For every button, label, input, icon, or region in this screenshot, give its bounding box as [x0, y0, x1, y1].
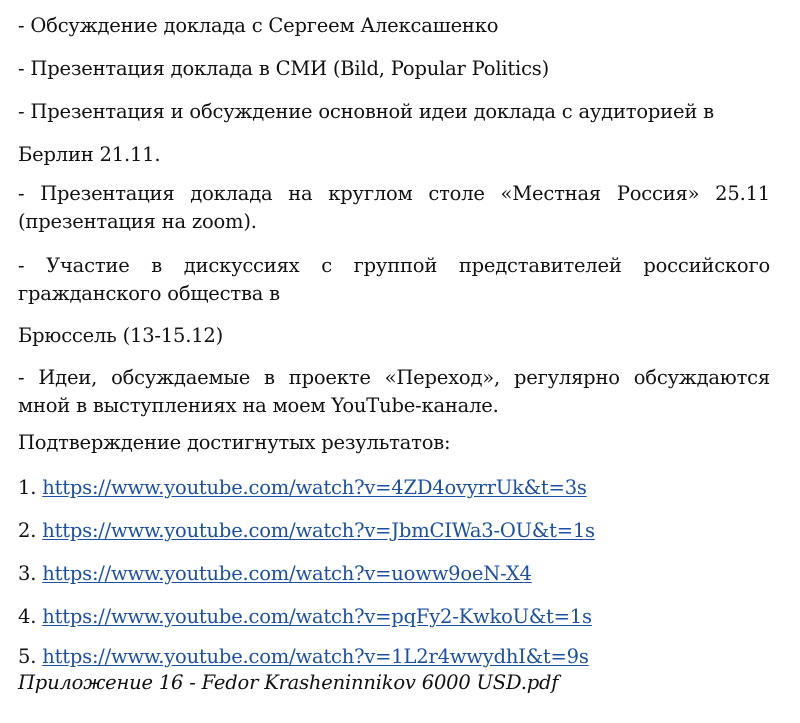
attachment-filename[interactable]: Приложение 16 - Fedor Krasheninnikov 6000 USD.pdf	[18, 671, 559, 694]
results-confirmation-heading: Подтверждение достигнутых результатов:	[18, 431, 451, 454]
youtube-link-2[interactable]: https://www.youtube.com/watch?v=JbmCIWa3-OU&t=1s	[42, 519, 595, 542]
link-list-item	[18, 517, 595, 545]
paragraph-berlin-date: Берлин 21.11.	[18, 143, 161, 166]
link-number: 2.	[18, 519, 37, 542]
paragraph-audience-presentation: - Презентация и обсуждение основной идеи доклада с аудиторией в	[18, 100, 714, 123]
paragraph-media-presentation: - Презентация доклада в СМИ (Bild, Popular Politics)	[18, 57, 550, 80]
youtube-link-4[interactable]: https://www.youtube.com/watch?v=pqFy2-KwkoU&t=1s	[42, 605, 592, 628]
paragraph-round-table: - Презентация доклада на круглом столе «Местная Россия» 25.11 (презентация на zoom).	[18, 182, 770, 233]
link-list-item	[18, 643, 589, 671]
link-list-item	[18, 474, 587, 502]
link-list-item	[18, 603, 592, 631]
paragraph-youtube-channel: - Идеи, обсуждаемые в проекте «Переход», регулярно обсуждаются мной в выступлениях на моем YouTube-канале.	[18, 366, 770, 417]
link-number: 4.	[18, 605, 37, 628]
youtube-link-1[interactable]: https://www.youtube.com/watch?v=4ZD4ovyrrUk&t=3s	[42, 476, 587, 499]
link-number: 1.	[18, 476, 37, 499]
youtube-link-3[interactable]: https://www.youtube.com/watch?v=uoww9oeN-X4	[42, 562, 532, 585]
youtube-link-5[interactable]: https://www.youtube.com/watch?v=1L2r4wwydhI&t=9s	[42, 645, 589, 668]
link-number: 3.	[18, 562, 37, 585]
link-number: 5.	[18, 645, 37, 668]
paragraph-brussels-date: Брюссель (13-15.12)	[18, 324, 224, 347]
paragraph-discussion-aleksashenko: - Обсуждение доклада с Сергеем Алексашенко	[18, 14, 499, 37]
link-list-item	[18, 560, 532, 588]
paragraph-civil-society-discussion: - Участие в дискуссиях с группой представителей российского гражданского общества в	[18, 254, 770, 305]
